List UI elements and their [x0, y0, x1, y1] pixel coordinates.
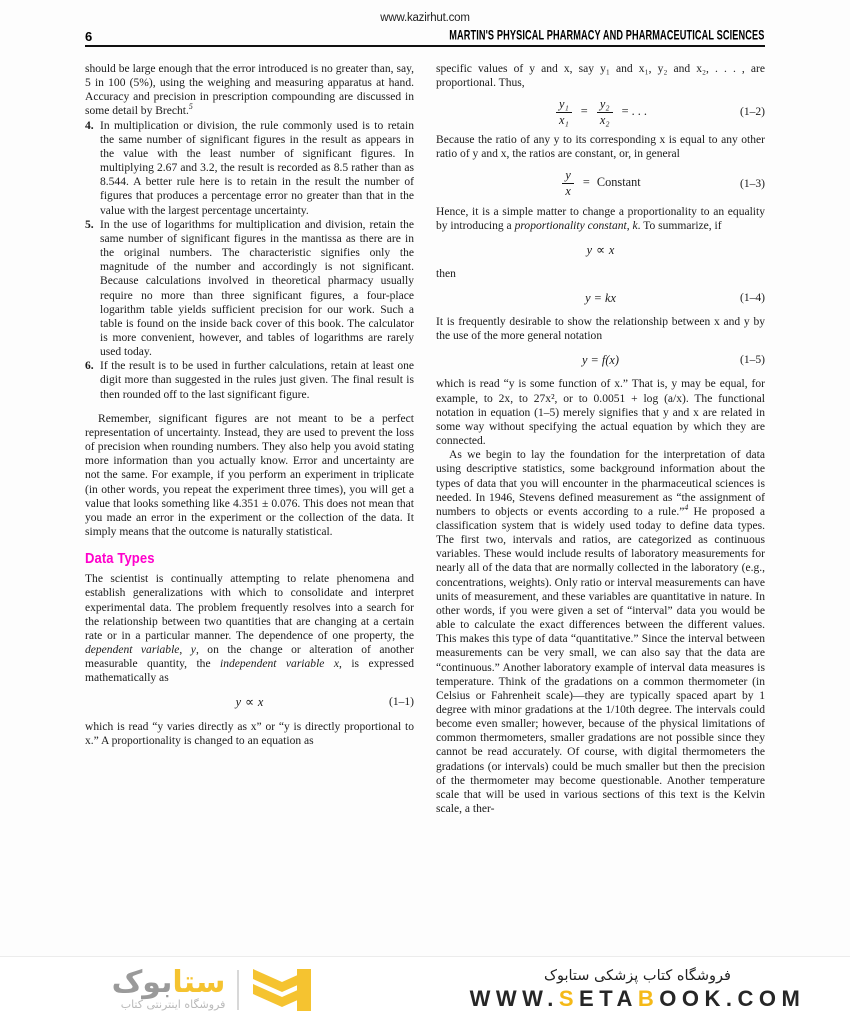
equation-prop-lhs: y — [586, 242, 593, 257]
fraction-denominator: x — [565, 184, 571, 199]
url-eta: ETA — [579, 986, 638, 1011]
equation-1-3 — [436, 169, 765, 199]
chevron-stack-icon — [251, 968, 313, 1012]
url-highlight-b: B — [637, 986, 660, 1011]
paragraph-as-we-begin — [436, 448, 765, 816]
banner-url-area — [425, 957, 850, 1023]
url-suffix: OOK.COM — [659, 986, 806, 1011]
paragraph-which-is-read-left: which is read “y varies directly as x” or “y is directly proportional to x.” A proportionality is changed to an equation as — [85, 720, 414, 747]
right-column — [436, 62, 765, 952]
proportional-to-operator: ∝ — [245, 695, 254, 710]
banner-logo-area — [0, 957, 425, 1023]
left-column — [85, 62, 414, 952]
paragraph-continued — [85, 62, 414, 119]
equation-1-1-rhs: x — [257, 695, 264, 710]
proportional-to-operator: ∝ — [596, 242, 605, 257]
paragraph-continued-text: should be large enough that the error introduced is no greater than, say, 5 in 100 (5%), using the weighing and measuring apparatus at hand. Accuracy and precision in prescription compounding are discussed in some detail by Brecht. — [85, 63, 414, 118]
emphasis-independent-variable-x: independent variable x — [220, 658, 339, 671]
emphasis-y: y — [190, 644, 196, 657]
list-item — [85, 119, 414, 218]
fraction-numerator: y₂ — [597, 98, 613, 113]
paragraph-because-ratio: Because the ratio of any y to its corresponding x is equal to any other ratio of y and x, the ratios are constant, or, in general — [436, 134, 765, 161]
logo-wordmark-yellow: ستا — [172, 964, 226, 1000]
paragraph-as-we-begin-part2: He proposed a classification system that is widely used today to define data types. The first two, intervals and ratios, are categorized as continuous variables. These would include results of laboratory measurements for nearly all of the data that are normally collected in the laboratory (e.g., concentrations, weights). Only ratio or interval measurements can have units of measurement, and these variables are quantitative in nature. In other words, if you were given a set of “interval” data you would be able to calculate the exact differences between the different values. This makes this type of data “quantitative.” Since the interval between measurements can be very small, we can also say that the data are “continuous.” Another laboratory example of interval data measures is temperature. Think of the gradations on a common thermometer (in Celsius or Fahrenheit scale)—they are typically spaced apart by 1 degree with minor gradations at the 1/10th degree. The intervals could become even smaller; however, because of the physical limitations of common thermometers, smaller gradations are not possible since they cannot be read accurately. Of course, with digital thermometers the gradations (or intervals) could be much smaller but then the precision of the thermometer may become questionable. Another temperature scale that will be used in various sections of this text is the Kelvin scale, a ther- — [436, 505, 765, 816]
paragraph-which-is-read-right: which is read “y is some function of x.” That is, y may be equal, for example, to 2x, to 27x², or to 0.0051 + log (a/x). The functional notation in equation (1–5) merely signifies that y and x are related in some way without specifying the actual equation by which they are connected. — [436, 378, 765, 448]
fraction-denominator: x₂ — [599, 112, 610, 127]
logo-divider — [237, 970, 239, 1010]
paragraph-scientist-part1: The scientist is continually attempting to relate phenomena and establish generalizations with which to consolidate and interpret experimental data. The problem frequently resolves into a search for the relationship between two quantities that are changing at a certain rate or in a particular manner. The dependence of one property, the — [85, 573, 414, 642]
running-head — [85, 30, 765, 47]
equation-1-4 — [436, 290, 765, 306]
list-item-number: 4. — [85, 119, 94, 132]
list-item — [85, 218, 414, 360]
equation-1-2-tail: = . . . — [621, 104, 648, 119]
paragraph-scientist-part4: , is expressed mathematically as — [85, 658, 414, 685]
url-highlight-s: S — [558, 986, 580, 1011]
logo-wordmark-grey: بوک — [111, 964, 173, 1000]
section-heading-data-types: Data Types — [85, 551, 155, 568]
equation-1-1-number: (1–1) — [388, 696, 414, 709]
equation-1-4-body: y = kx — [585, 291, 616, 306]
equation-1-3-number: (1–3) — [739, 177, 765, 190]
equation-1-4-number: (1–4) — [739, 292, 765, 305]
equation-1-1 — [85, 695, 414, 711]
equation-1-5-body: y = f(x) — [582, 353, 619, 368]
footnote-marker-5: 5 — [188, 102, 193, 112]
banner-website-url[interactable] — [470, 986, 806, 1012]
fraction-y1-over-x1 — [556, 98, 572, 127]
paragraph-scientist — [85, 572, 414, 685]
then-label: then — [436, 267, 456, 280]
list-item-text: In multiplication or division, the rule commonly used is to retain the same number of significant figures in the result as appears in the value with the least number of significant figures. In multiplying 2.67 and 3.2, the result is recorded as 8.5 rather than as 8.544. A better rule here is to retain in the result the number of figures that produces a percentage error no greater than that in the value with the largest percentage uncertainty. — [100, 119, 414, 217]
setabook-logo[interactable] — [111, 964, 314, 1012]
paragraph-scientist-part2: , — [179, 644, 191, 657]
paragraph-as-we-begin-part1: As we begin to lay the foundation for the interpretation of data using descriptive statistics, some background information about the types of data that you will encounter in the pharmaceutical sciences is needed. In 1946, Stevens defined measurement as “the assignment of numbers to objects or events according to a rule.” — [436, 449, 765, 518]
equation-1-5 — [436, 352, 765, 368]
list-item-text: In the use of logarithms for multiplication and division, retain the same number of significant figures in the mantissa as there are in the original numbers. The characteristic signifies only the magnitude of the number and accordingly is not significant. Because calculations involved in theoretical pharmacy usually require no more than three significant figures, a four-place logarithm table yields sufficient precision for our work. Such a table is found on the inside back cover of this book. The calculator is more convenient, however, and tables of logarithms are rarely used today. — [100, 218, 414, 359]
logo-wordmark — [111, 964, 226, 1000]
fraction-denominator: x₁ — [558, 112, 569, 127]
bottom-banner — [0, 956, 850, 1023]
equation-1-1-lhs: y — [235, 695, 242, 710]
equals-sign: = — [582, 175, 590, 190]
emphasis-dependent-variable: dependent variable — [85, 644, 180, 657]
equation-1-1-body — [236, 695, 264, 709]
paragraph-specific-values: specific values of y and x, say y₁ and x₁, y₂ and x₂, . . . , are proportional. Thus, — [436, 63, 765, 90]
list-item-number: 6. — [85, 360, 94, 373]
equation-1-2 — [436, 97, 765, 127]
paragraph-hence: Hence, it is a simple matter to change a proportionality to an equality by introducing a proportionality constant, k. To summarize, if — [436, 205, 765, 232]
equation-1-5-number: (1–5) — [739, 354, 765, 367]
emphasis-proportionality-constant: proportionality constant — [514, 219, 627, 232]
emphasis-k: k — [632, 219, 638, 232]
watermark-url: www.kazirhut.com — [380, 12, 470, 24]
logo-text-block — [111, 964, 226, 1012]
body-columns — [85, 62, 765, 952]
paragraph-remember: Remember, significant figures are not meant to be a perfect representation of uncertainty. Instead, they are used to prevent the loss of precision when rounding numbers. They also help you avoid stating more information than you actually know. Error and uncertainty are not the same. For example, if you perform an experiment in triplicate (in other words, you repeat the experiment three times), you will get a value that looks something like 4.351 ± 0.076. This does not mean that you made an error in the experiment or the collection of the data. It simply means that the outcome is naturally statistical. — [85, 412, 414, 538]
list-item — [85, 359, 414, 401]
url-prefix: WWW. — [469, 986, 559, 1011]
equals-sign: = — [580, 104, 588, 119]
logo-subtitle: فروشگاه اینترنتی کتاب — [120, 998, 226, 1012]
equation-prop-rhs: x — [608, 242, 615, 257]
fraction-y-over-x — [562, 169, 573, 198]
equation-1-3-body — [560, 169, 640, 198]
fraction-numerator: y — [562, 169, 573, 184]
list-item-text: If the result is to be used in further calculations, retain at least one digit more than suggested in the rules just given. The final result is then rounded off to the last significant figure. — [100, 360, 414, 401]
paragraph-frequently-desirable: It is frequently desirable to show the relationship between x and y by the use of the more general notation — [436, 316, 765, 343]
equation-1-2-body — [554, 98, 647, 127]
fraction-y2-over-x2 — [597, 98, 613, 127]
book-title: MARTIN'S PHYSICAL PHARMACY AND PHARMACEUTICAL SCIENCES — [449, 28, 765, 43]
equation-proportional — [436, 242, 765, 258]
list-item-number: 5. — [85, 218, 94, 231]
fraction-numerator: y₁ — [556, 98, 572, 113]
paragraph-scientist-part3: , on the change or alteration of another measurable quantity, the — [85, 644, 414, 671]
equation-proportional-body — [587, 243, 615, 257]
banner-tagline: فروشگاه کتاب پزشکی ستابوک — [543, 968, 731, 984]
equation-1-2-number: (1–2) — [739, 106, 765, 119]
equation-1-3-rhs: Constant — [596, 175, 641, 190]
footnote-marker-4: 4 — [684, 502, 689, 512]
page-number: 6 — [85, 29, 93, 44]
